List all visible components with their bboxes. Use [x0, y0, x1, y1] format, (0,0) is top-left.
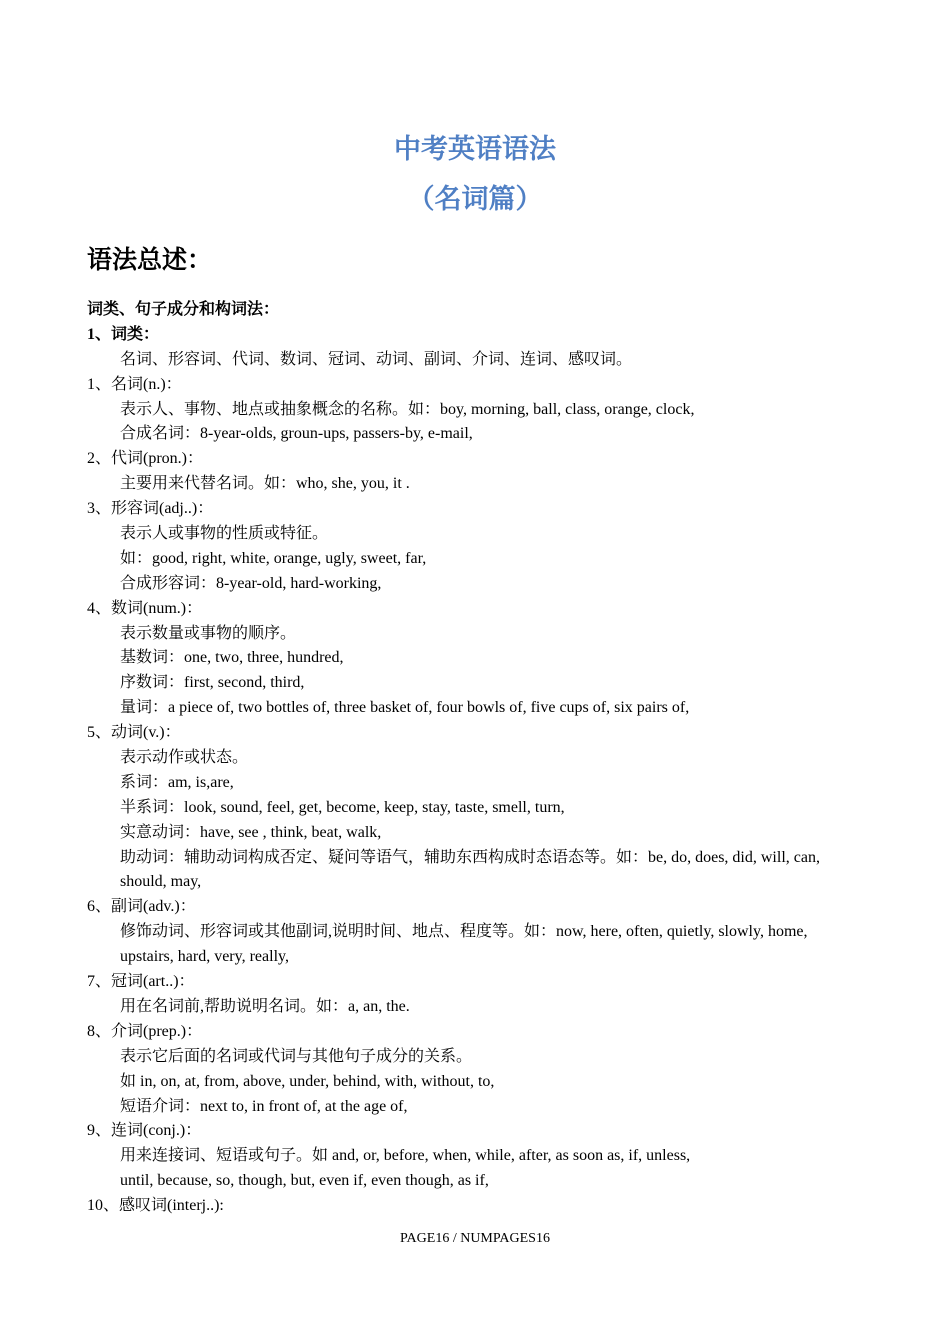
page-footer: PAGE16 / NUMPAGES16 — [400, 1231, 550, 1246]
text-line: 用在名词前,帮助说明名词。如：a, an, the. — [120, 997, 410, 1015]
text-line: 短语介词：next to, in front of, at the age of, — [120, 1097, 408, 1115]
text-line: 如：good, right, white, orange, ugly, sweet, far, — [120, 549, 427, 567]
heading-line: 10、感叹词(interj..): — [87, 1197, 224, 1215]
heading-line: 2、代词(pron.)： — [87, 450, 203, 468]
section-heading: 语法总述： — [87, 247, 213, 274]
text-line: 半系词：look, sound, feel, get, become, keep, stay, taste, smell, turn, — [120, 798, 565, 816]
text-line: 表示数量或事物的顺序。 — [120, 624, 297, 642]
heading-line: 词类、句子成分和构词法： — [87, 301, 280, 318]
heading-line: 1、名词(n.)： — [87, 375, 182, 393]
text-line: 表示人、事物、地点或抽象概念的名称。如：boy, morning, ball, class, orange, clock, — [120, 400, 695, 418]
text-line: until, because, so, though, but, even if, even though, as if, — [120, 1172, 489, 1190]
text-line: upstairs, hard, very, really, — [120, 948, 289, 966]
text-line: 合成名词：8-year-olds, groun-ups, passers-by, e-mail, — [120, 425, 473, 443]
text-line: should, may, — [120, 873, 202, 891]
text-line: 如 in, on, at, from, above, under, behind, with, without, to, — [120, 1072, 495, 1090]
text-line: 表示它后面的名词或代词与其他句子成分的关系。 — [120, 1047, 473, 1065]
text-line: 表示动作或状态。 — [120, 749, 249, 767]
heading-line: 6、副词(adv.)： — [87, 898, 196, 916]
text-line: 表示人或事物的性质或特征。 — [120, 525, 329, 543]
text-line: 实意动词：have, see , think, beat, walk, — [120, 823, 382, 841]
document-title: 中考英语语法 — [394, 134, 556, 164]
text-line: 序数词：first, second, third, — [120, 674, 305, 692]
heading-line: 1、词类： — [87, 325, 160, 343]
text-line: 量词：a piece of, two bottles of, three basket of, four bowls of, five cups of, six pairs of, — [120, 699, 690, 717]
text-line: 合成形容词：8-year-old, hard-working, — [120, 574, 382, 592]
heading-line: 3、形容词(adj..)： — [87, 500, 214, 518]
heading-line: 8、介词(prep.)： — [87, 1022, 203, 1040]
text-line: 用来连接词、短语或句子。如 and, or, before, when, while, after, as soon as, if, unless, — [120, 1147, 691, 1165]
heading-line: 4、数词(num.)： — [87, 599, 203, 617]
heading-line: 5、动词(v.)： — [87, 724, 181, 742]
text-line: 主要用来代替名词。如：who, she, you, it . — [120, 475, 410, 493]
text-line: 名词、形容词、代词、数词、冠词、动词、副词、介词、连词、感叹词。 — [120, 350, 633, 368]
text-line: 助动词：辅助动词构成否定、疑问等语气，辅助东西构成时态语态等。如：be, do, does, did, will, can, — [120, 848, 820, 866]
heading-line: 7、冠词(art..)： — [87, 973, 195, 991]
document-subtitle: （名词篇） — [407, 184, 543, 214]
text-line: 修饰动词、形容词或其他副词,说明时间、地点、程度等。如：now, here, often, quietly, slowly, home, — [120, 923, 808, 941]
heading-line: 9、连词(conj.)： — [87, 1122, 202, 1140]
text-line: 基数词：one, two, three, hundred, — [120, 649, 344, 667]
text-line: 系词：am, is,are, — [120, 773, 234, 791]
document-body — [87, 298, 867, 1219]
